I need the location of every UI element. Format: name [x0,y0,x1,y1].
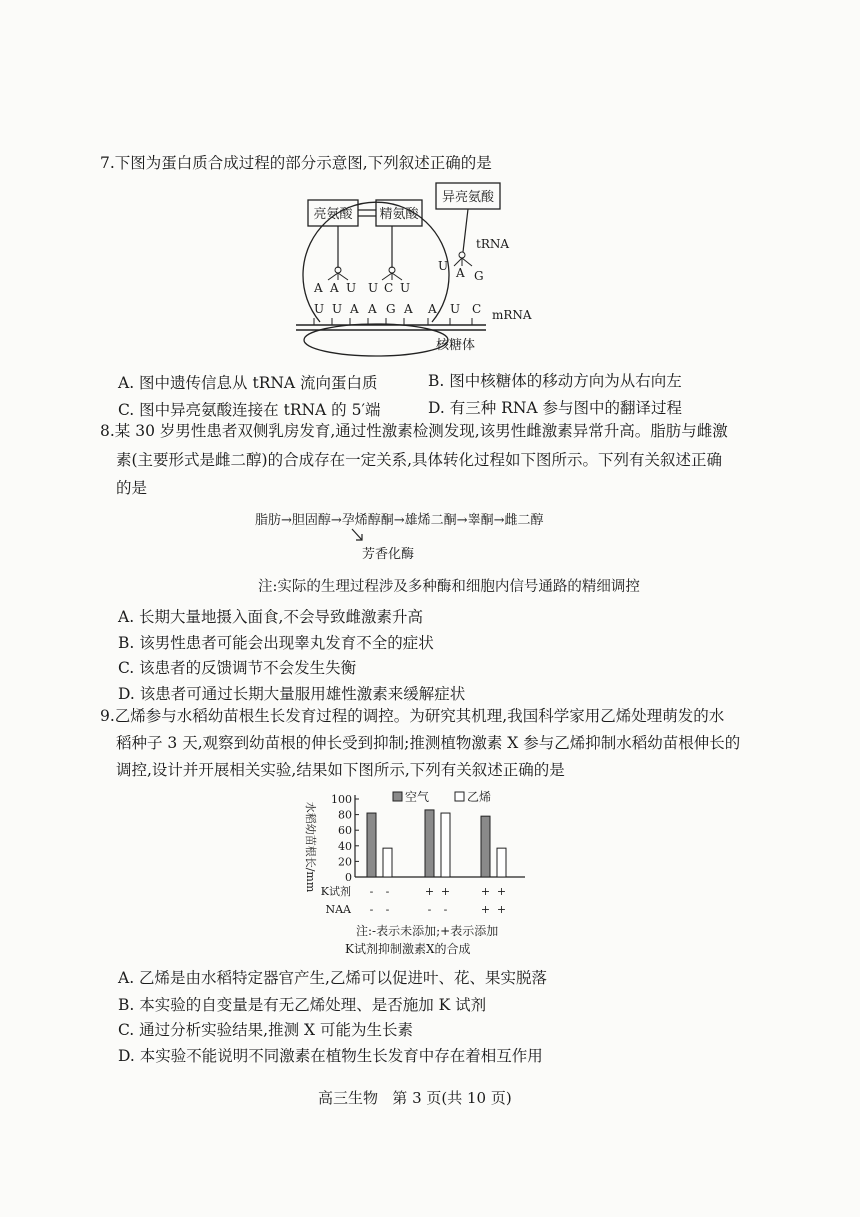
bar-乙烯-2 [441,813,450,877]
svg-text:A: A [350,302,359,316]
amino-acid-leu: 亮氨酸 [313,207,353,222]
svg-text:A: A [404,302,413,316]
treatment-mark: - [385,885,390,898]
q8-stem-line2: 素(主要形式是雌二醇)的合成存在一定关系,具体转化过程如下图所示。下列有关叙述正确 [116,451,723,469]
legend-label-空气: 空气 [405,790,430,804]
svg-text:U: U [346,281,357,295]
q7-stem: 7.下图为蛋白质合成过程的部分示意图,下列叙述正确的是 [100,154,492,172]
bar-空气-3 [481,816,490,877]
amino-acid-ile: 异亮氨酸 [441,190,495,205]
aromatase-label: 芳香化酶 [362,547,415,562]
treatment-mark: + [480,903,491,916]
q8-stem-line1: 8.某 30 岁男性患者双侧乳房发育,通过性激素检测发现,该男性雌激素异常升高。脂肪与雌激 [100,422,728,440]
svg-text:U: U [368,281,379,295]
svg-text:G: G [474,269,484,283]
q7-option-c[interactable]: C. 图中异亮氨酸连接在 tRNA 的 5′端 [118,401,381,419]
q9-option-a[interactable]: A. 乙烯是由水稻特定器官产生,乙烯可以促进叶、花、果实脱落 [118,969,547,987]
svg-text:C: C [472,302,482,316]
translation-diagram [280,180,560,370]
treatment-mark: + [496,903,507,916]
mrna-label: mRNA [492,308,532,322]
treatment-mark: - [443,903,448,916]
svg-text:A: A [314,281,323,295]
q9-option-c[interactable]: C. 通过分析实验结果,推测 X 可能为生长素 [118,1021,413,1039]
bar-空气-2 [425,810,434,877]
chart-ylabel: 水稻幼苗根长/mm [304,801,317,893]
treatment-mark: - [369,903,374,916]
q7-option-d[interactable]: D. 有三种 RNA 参与图中的翻译过程 [428,399,683,417]
treatment-mark: + [480,885,491,898]
treatment-mark: + [440,885,451,898]
y-tick-label-100: 100 [331,793,352,806]
treatment-mark: + [424,885,435,898]
bar-乙烯-3 [497,848,506,877]
q8-option-a[interactable]: A. 长期大量地摄入面食,不会导致雌激素升高 [118,608,423,626]
q8-note: 注:实际的生理过程涉及多种酶和细胞内信号通路的精细调控 [258,579,640,595]
q8-option-c[interactable]: C. 该患者的反馈调节不会发生失衡 [118,659,357,677]
svg-text:G: G [386,302,396,316]
svg-text:U: U [450,302,461,316]
q8-option-d[interactable]: D. 该患者可通过长期大量服用雄性激素来缓解症状 [118,685,466,703]
q7-option-b[interactable]: B. 图中核糖体的移动方向为从右向左 [428,372,682,390]
svg-text:A: A [330,281,339,295]
treatment-mark: - [385,903,390,916]
y-tick-label-40: 40 [338,839,352,853]
bar-空气-1 [367,813,376,877]
chart-note-2: K试剂抑制激素X的合成 [345,942,471,956]
chart-note-1: 注:-表示未添加;+表示添加 [356,924,499,938]
treatment-mark: - [427,903,432,916]
legend-swatch-空气 [393,792,402,801]
ribosome-label: 核糖体 [436,338,476,353]
svg-text:U: U [314,302,325,316]
row-label-NAA: NAA [325,903,351,916]
y-tick-label-80: 80 [338,808,352,822]
row-label-K试剂: K试剂 [320,885,351,898]
hormone-pathway: 脂肪→胆固醇→孕烯醇酮→雄烯二酮→睾酮→雌二醇 [255,513,544,528]
legend-swatch-乙烯 [455,792,464,801]
svg-text:A: A [428,302,437,316]
svg-text:C: C [384,281,394,295]
amino-acid-arg: 精氨酸 [379,207,419,222]
svg-text:U: U [438,259,449,273]
svg-text:U: U [400,281,411,295]
treatment-mark: + [496,885,507,898]
q9-option-d[interactable]: D. 本实验不能说明不同激素在植物生长发育中存在着相互作用 [118,1047,543,1065]
svg-text:U: U [332,302,343,316]
y-tick-label-20: 20 [338,855,352,869]
y-tick-label-60: 60 [338,824,352,838]
y-tick-label-0: 0 [345,871,352,884]
q9-option-b[interactable]: B. 本实验的自变量是有无乙烯处理、是否施加 K 试剂 [118,996,487,1014]
legend-label-乙烯: 乙烯 [467,790,492,804]
q7-option-a[interactable]: A. 图中遗传信息从 tRNA 流向蛋白质 [118,374,378,392]
trna-1 [328,226,348,280]
treatment-mark: - [369,885,374,898]
svg-text:A: A [456,266,465,280]
trna-2 [382,226,402,280]
pathway-branch-arrow [350,527,370,543]
q8-option-b[interactable]: B. 该男性患者可能会出现睾丸发育不全的症状 [118,634,434,652]
q8-stem-line3: 的是 [116,479,148,497]
trna-label: tRNA [476,237,510,251]
svg-text:A: A [368,302,377,316]
q9-stem-line3: 调控,设计并开展相关实验,结果如下图所示,下列有关叙述正确的是 [116,761,565,779]
q9-stem-line1: 9.乙烯参与水稻幼苗根生长发育过程的调控。为研究其机理,我国科学家用乙烯处理萌发的水 [100,707,725,725]
page-footer: 高三生物 第 3 页(共 10 页) [318,1089,512,1107]
q9-stem-line2: 稻种子 3 天,观察到幼苗根的伸长受到抑制;推测植物激素 X 参与乙烯抑制水稻幼苗根伸长的 [116,734,741,752]
trna-3 [454,209,472,266]
bar-乙烯-1 [383,848,392,877]
